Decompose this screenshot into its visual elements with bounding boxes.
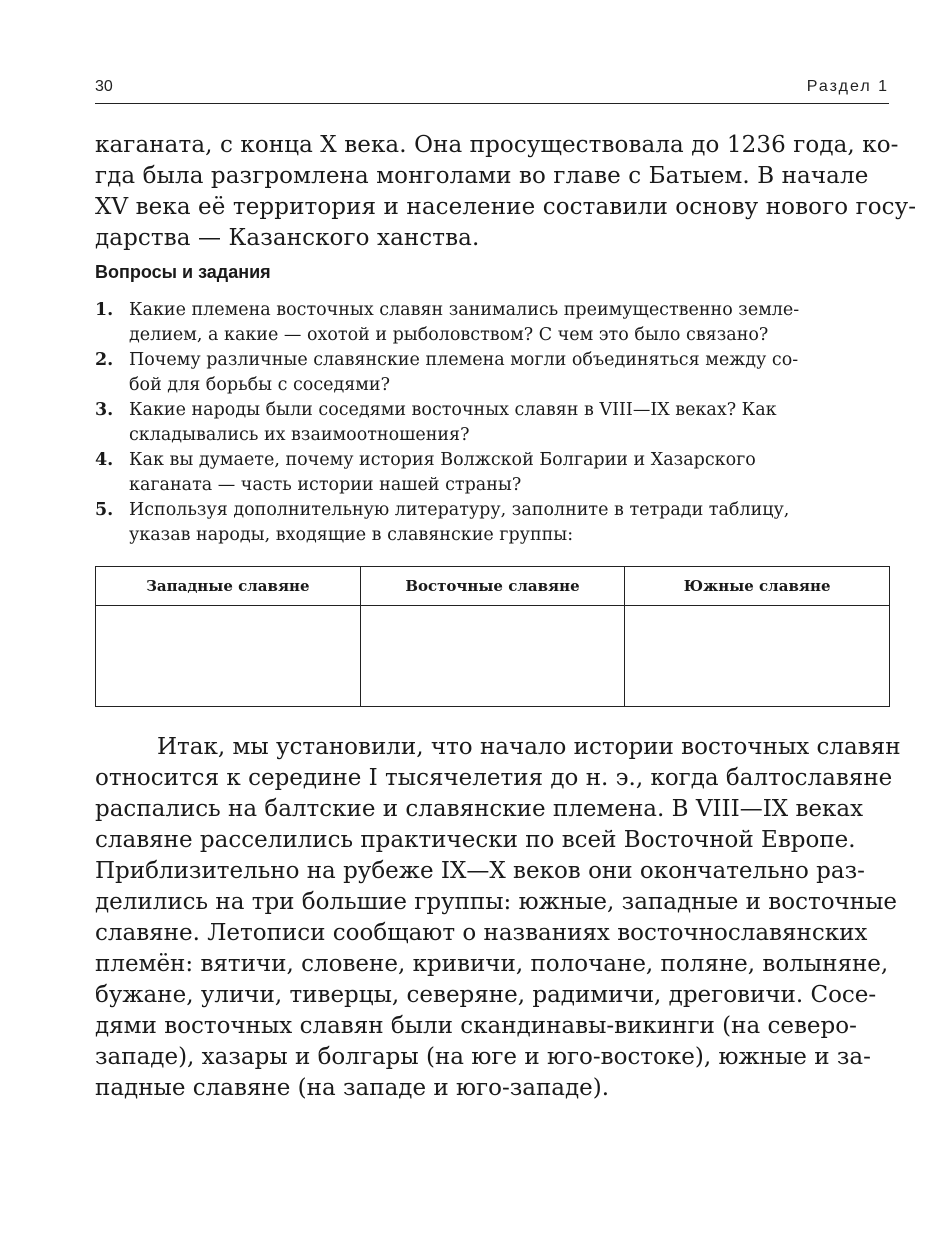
question-line: Как вы думаете, почему история Волжской Болгарии и Хазарского [129,450,756,470]
text-line: Приблизительно на рубеже IX—X веков они окончательно раз- [95,858,865,884]
text-line: каганата, с конца X века. Она просуществовала до 1236 года, ко- [95,132,899,158]
text-line: племён: вятичи, словене, кривичи, полочане, поляне, волыняне, [95,951,889,977]
slavic-groups-table [95,566,890,707]
intro-paragraph [95,130,917,254]
text-line: распались на балтские и славянские племена. В VIII—IX веках [95,796,864,822]
questions-heading: Вопросы и задания [95,262,271,282]
text-line: делились на три большие группы: южные, западные и восточные [95,889,898,915]
question-item [95,498,892,548]
question-number: 3. [95,400,114,420]
question-line: Какие народы были соседями восточных славян в VIII—IX веках? Как [129,400,777,420]
text-line: относится к середине I тысячелетия до н. э., когда балтославяне [95,765,893,791]
question-item [95,398,892,448]
question-line: Какие племена восточных славян занимались преимущественно земле- [129,300,800,320]
question-item [95,448,892,498]
question-number: 1. [95,300,114,320]
question-item [95,298,892,348]
question-number: 5. [95,500,114,520]
header-divider [95,103,889,104]
text-line: Итак, мы установили, что начало истории восточных славян [157,734,901,760]
table-cell [625,606,890,707]
question-line: складывались их взаимоотношения? [129,425,470,445]
text-line: бужане, уличи, тиверцы, северяне, радимичи, дреговичи. Сосе- [95,982,877,1008]
table-row [96,606,890,707]
question-item [95,348,892,398]
summary-paragraph [95,732,901,1104]
text-line: гда была разгромлена монголами во главе с Батыем. В начале [95,163,869,189]
question-line: Почему различные славянские племена могли объединяться между со- [129,350,799,370]
text-line: падные славяне (на западе и юго-западе). [95,1075,610,1101]
table-header-row [96,567,890,606]
question-line: Используя дополнительную литературу, заполните в тетради таблицу, [129,500,790,520]
question-line: бой для борьбы с соседями? [129,375,390,395]
page-number: 30 [95,78,113,95]
text-line: славяне. Летописи сообщают о названиях восточнославянских [95,920,868,946]
questions-list [95,298,892,548]
question-line: делием, а какие — охотой и рыболовством? С чем это было связано? [129,325,769,345]
text-line: XV века её территория и население составили основу нового госу- [95,194,917,220]
column-header-east: Восточные славяне [360,567,625,606]
section-label: Раздел 1 [806,78,889,95]
question-line: каганата — часть истории нашей страны? [129,475,522,495]
text-line: дями восточных славян были скандинавы-викинги (на северо- [95,1013,857,1039]
column-header-south: Южные славяне [625,567,890,606]
table-cell [96,606,361,707]
text-line: дарства — Казанского ханства. [95,225,480,251]
column-header-west: Западные славяне [96,567,361,606]
page-header [95,78,889,104]
question-line: указав народы, входящие в славянские группы: [129,525,574,545]
text-line: славяне расселились практически по всей Восточной Европе. [95,827,856,853]
question-number: 2. [95,350,114,370]
text-line: западе), хазары и болгары (на юге и юго-востоке), южные и за- [95,1044,871,1070]
question-number: 4. [95,450,114,470]
table-cell [360,606,625,707]
